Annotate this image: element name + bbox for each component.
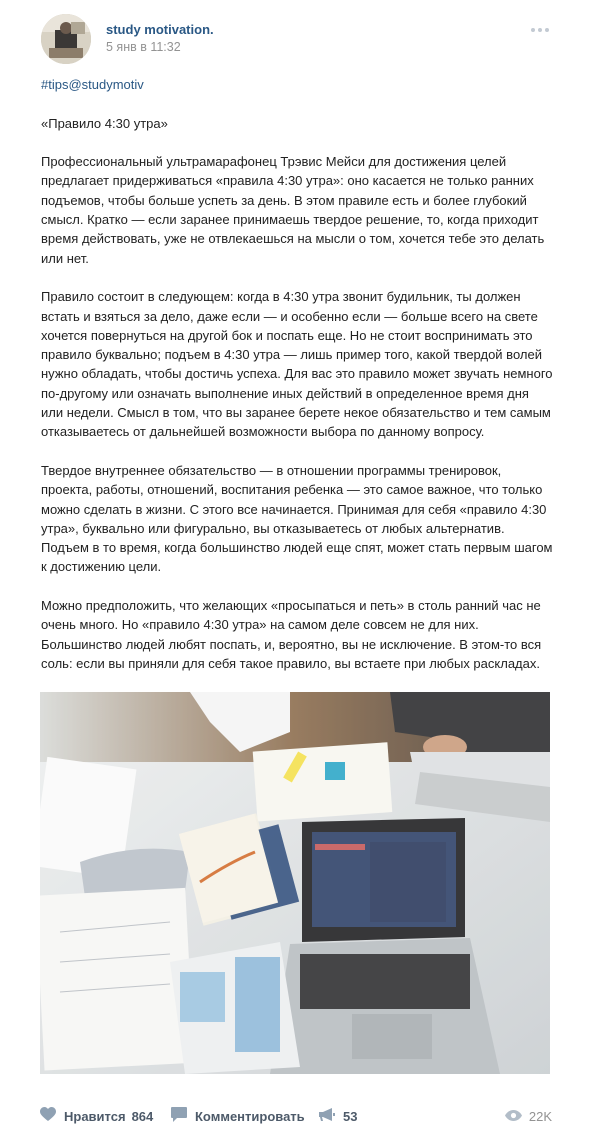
comment-icon	[171, 1107, 187, 1125]
post-actions	[40, 1103, 552, 1129]
heart-icon	[40, 1107, 56, 1125]
post-title: «Правило 4:30 утра»	[41, 115, 168, 131]
post-paragraph: Профессиональный ультрамарафонец Трэвис Мейси для достижения целей предлагает придерживаться «правила 4:30 утра»: оно касается не только ранних подъемов, чтобы больше успеть за день. В этом правиле есть и более глубокий смысл. Кратко — если заранее принимаешь твердое решение, то, когда приходит время действовать, уже не отвлекаешься на мысли о том, хочется тебе это делать или нет.	[41, 154, 545, 266]
like-button[interactable]	[40, 1103, 153, 1129]
hashtag-link[interactable]: #tips@studymotiv	[41, 77, 144, 92]
views-counter	[505, 1103, 552, 1129]
megaphone-icon	[319, 1108, 335, 1125]
post-text	[41, 75, 553, 693]
more-options-icon[interactable]	[531, 28, 551, 34]
comment-button[interactable]	[171, 1103, 305, 1129]
avatar[interactable]	[41, 14, 91, 64]
comment-label: Комментировать	[195, 1108, 305, 1124]
post-date[interactable]: 5 янв в 11:32	[106, 40, 181, 54]
post-photo[interactable]	[40, 692, 550, 1074]
views-count: 22K	[528, 1108, 552, 1124]
author-name[interactable]: study motivation.	[106, 22, 214, 37]
post-paragraph: Твердое внутреннее обязательство — в отношении программы тренировок, проекта, работы, отношений, воспитания ребенка — это самое важное, что только можно сделать в жизни. С этого все начинается. Принимая для себя «правило 4:30 утра», буквально или фигурально, вы отказываетесь от любых альтернатив. Подъем в то время, когда большинство людей еще спят, может стать первым шагом к достижению цели.	[41, 462, 553, 575]
like-count: 864	[131, 1108, 154, 1124]
share-button[interactable]	[319, 1103, 357, 1129]
post-paragraph: Правило состоит в следующем: когда в 4:30 утра звонит будильник, ты должен встать и взяться за дело, даже если — и особенно если — больше всего на свете хочется повернуться на другой бок и поспать еще. Но не стоит воспринимать это правило буквально; подъем в 4:30 утра — лишь пример того, какой твердой волей нужно обладать, чтобы достичь успеха. Для вас это правило может звучать немного по-другому или означать выполнение иных действий в определенное время дня или недели. Смысл в том, что вы заранее берете некое обязательство и тем самым отказываетесь от дальнейшей возможности выбора по данному вопросу.	[41, 289, 553, 440]
like-label: Нравится	[64, 1108, 126, 1124]
eye-icon	[505, 1109, 522, 1124]
share-count: 53	[343, 1108, 358, 1124]
post-paragraph: Можно предположить, что желающих «просыпаться и петь» в столь ранний час не очень много. Но «правило 4:30 утра» на самом деле совсем не для них. Большинство людей любят поспать, и, вероятно, вы не исключение. В этом-то вся соль: если вы приняли для себя такое правило, вы встаете при любых раскладах.	[41, 598, 542, 671]
